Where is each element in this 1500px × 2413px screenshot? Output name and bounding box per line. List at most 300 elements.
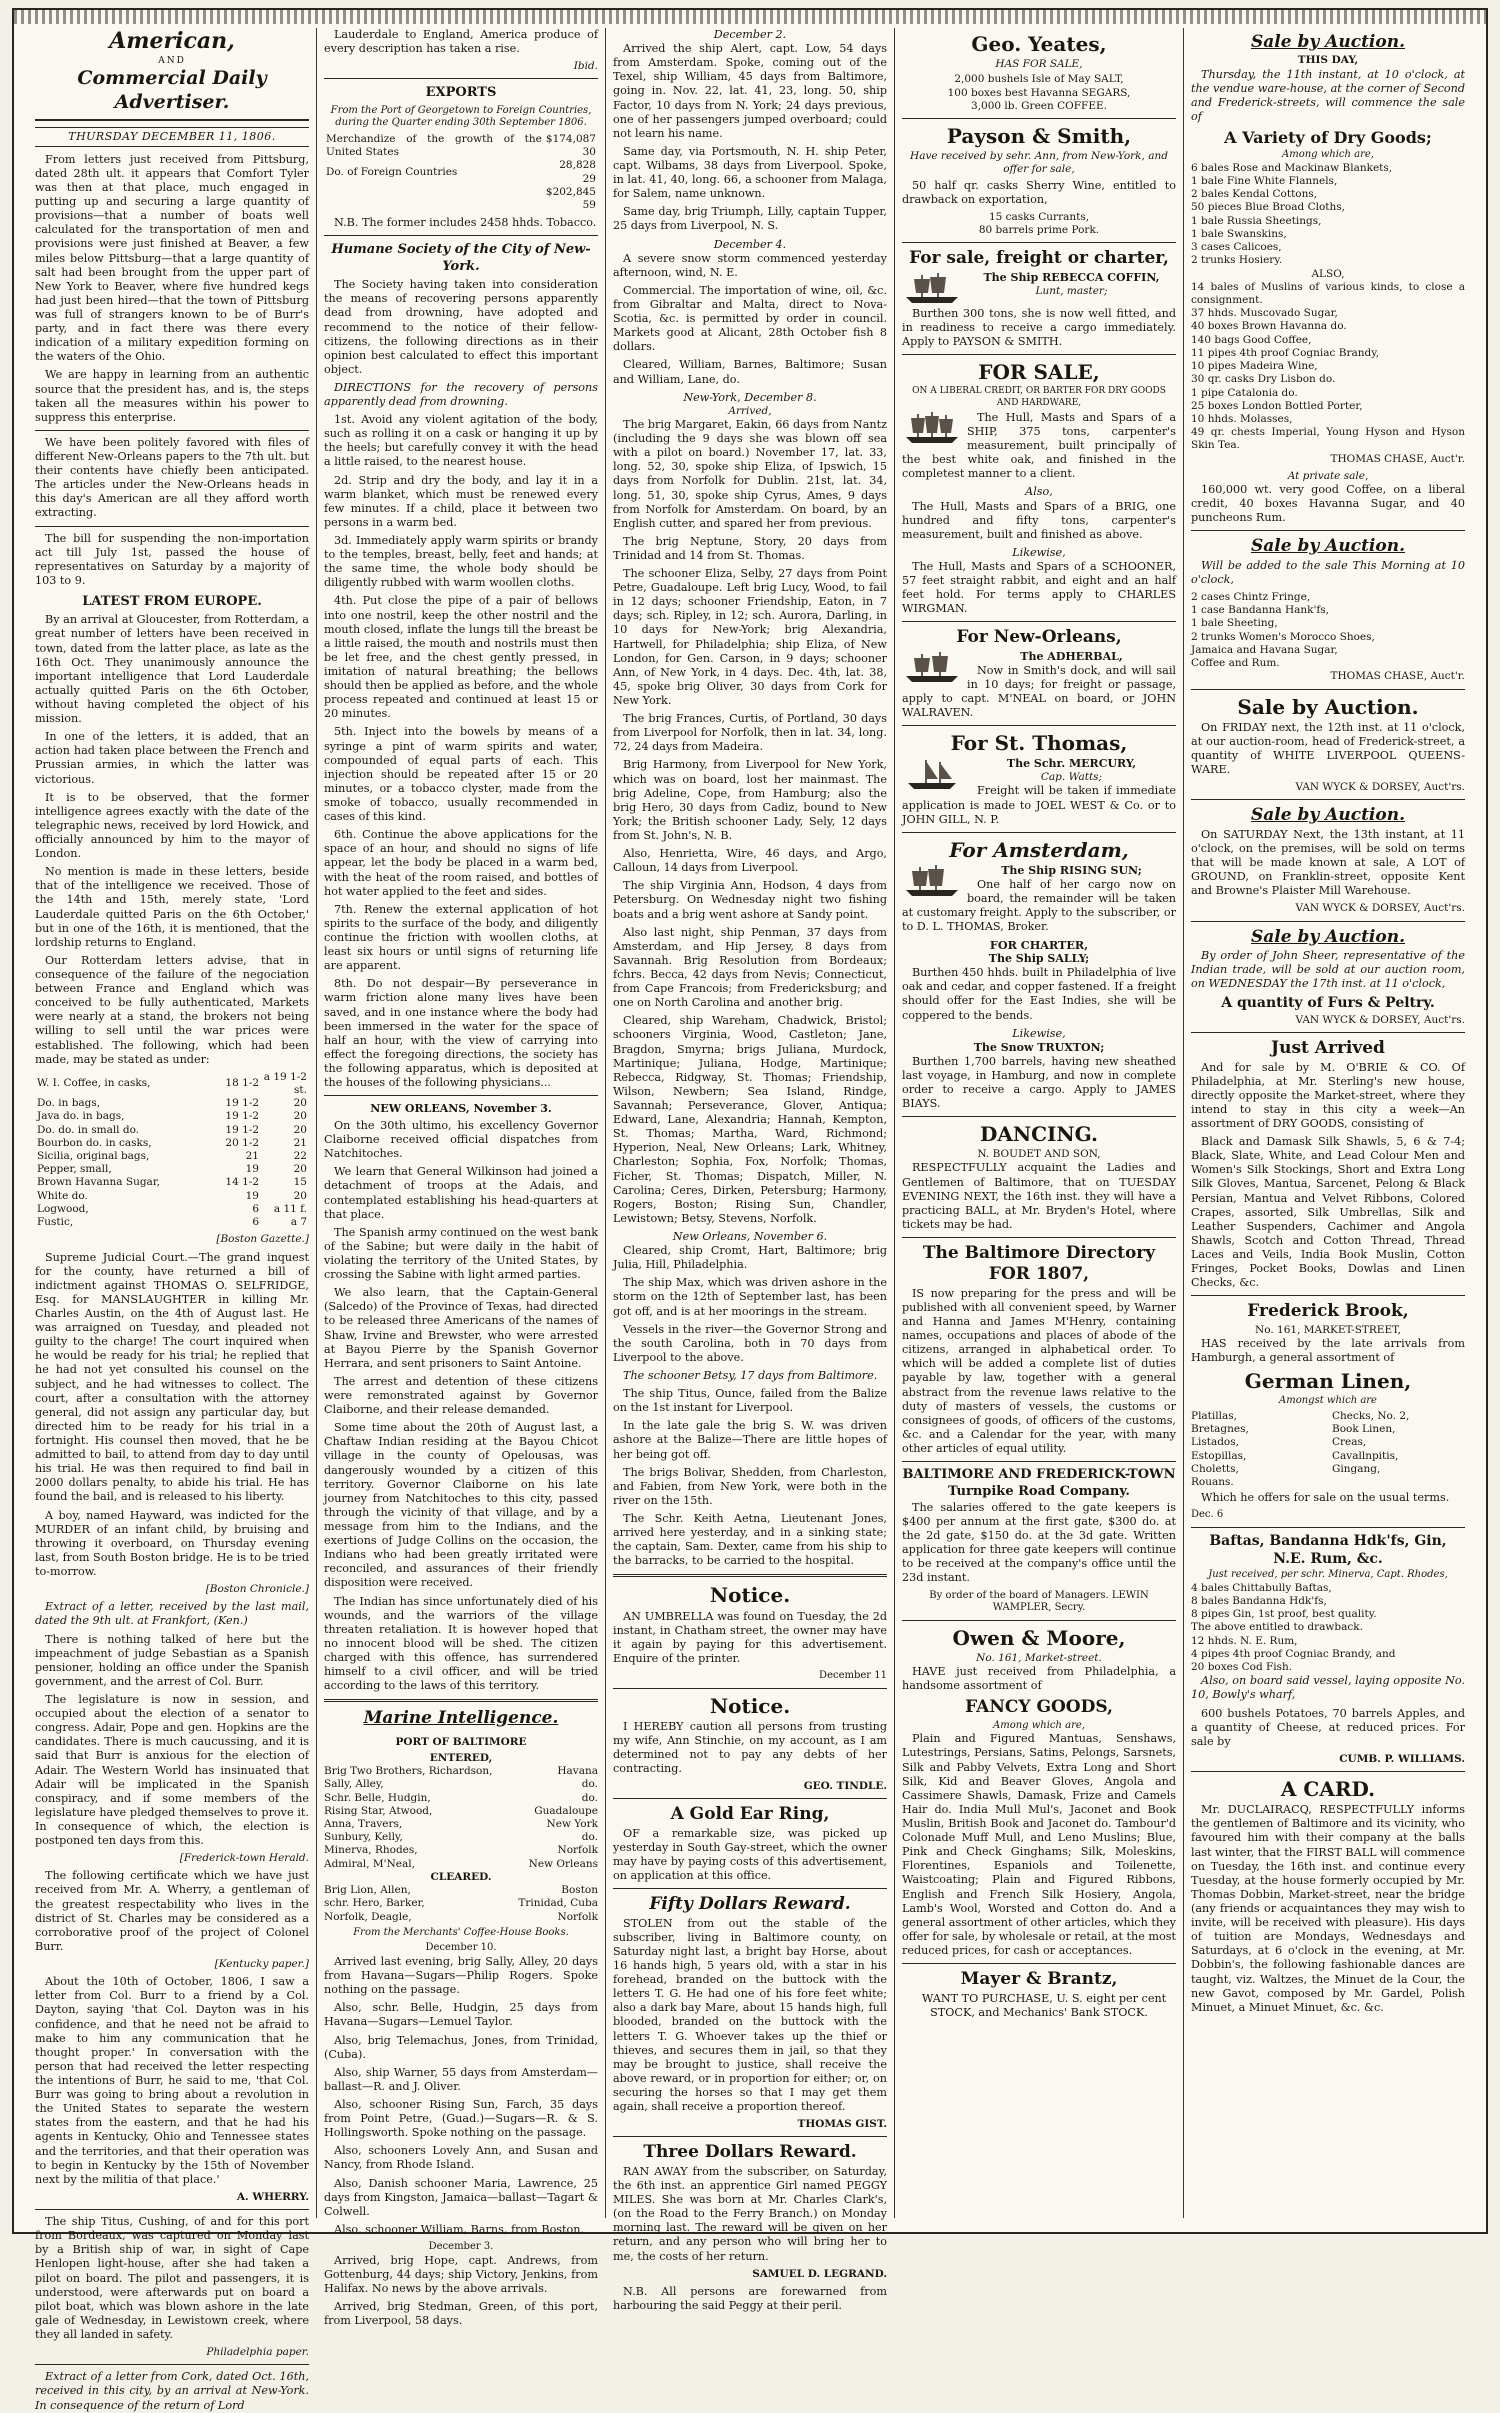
list-item: 8 bales Bandanna Hdk'fs, [1191, 1595, 1327, 1607]
ad-list [1191, 281, 1465, 453]
paragraph: 7th. Renew the external application of hot spirits to the surface of the body, and diligently continue the friction with woollen cloths, at least six hours or until signs of returning life are apparent. [324, 902, 598, 973]
paragraph: Cleared, ship Wareham, Chadwick, Bristol; schooners Virginia, Wood, Castleton; Jane, Bragdon, Smyrna; brigs Juliana, Murdock, Martinique; Juliana, Hodge, Martinique; Rebecca, Ridgway, St. Thomas; Friendship, Wilson, Newbern; Sea Island, Rindge, Savannah; Perseverance, Glover, Antiqua; Edward, Lane, Alexandria; Hannah, Kempton, St. Thomas; Martha, Ward, Richmond; Hyperion, Neal, New Orleans; Lark, Whitney, Charleston; Sophia, Fox, Norfolk; Thomas, Ficher, St. Thomas; Dispatch, Miller, N. Carolina; Ceres, Dirken, Petersburg; Harmony, Rogers, Boston; Rising Sun, Chandler, Lewistown; Betsy, Stevens, Norfolk. [613, 1014, 887, 1225]
arrived-heading: Arrived, [728, 404, 772, 417]
ad-subtitle: At private sale, [1287, 469, 1369, 482]
ad-date: Dec. 6 [1191, 1509, 1224, 1521]
dateline: THURSDAY DECEMBER 11, 1806. [35, 127, 309, 147]
date: December 4. [713, 237, 787, 251]
paragraph: The schooner Betsy, 17 days from Baltimore. [623, 1368, 878, 1382]
ad-text: Burthen 300 tons, she is now well fitted, and in readiness to receive a cargo immediately. Apply to PAYSON & SMITH. [902, 306, 1176, 348]
list-item: The above entitled to drawback. [1191, 1621, 1363, 1634]
list-item: 14 bales of Muslins of various kinds, to close a consignment. [1191, 280, 1465, 306]
ad-text: 600 bushels Potatoes, 70 barrels Apples, and a quantity of Cheese, at reduced prices. For sale by [1191, 1706, 1465, 1748]
price-row-cell: Java do. in bags, [37, 1110, 125, 1123]
price-row-cell: 6 [252, 1216, 259, 1229]
price-row-cell: Fustic, [37, 1216, 74, 1229]
paragraph: The schooner Eliza, Selby, 27 days from Point Petre, Guadaloupe. Left brig Lucy, Wood, to fail in 12 days; schooner Friendship, Eaton, in 7 days; sch. Ripley, in 12; sch. Aurora, Darling, in 10 days for New-York; brig Alexandria, Hartwell, for Philadelphia; ship Eliza, of New London, for Gen. Carson, in 9 days; schooner Ann, of New York, in 4 days. Dec. 4th, lat. 38, 45, spoke brig Oliver, 30 days from Cork for New York. [613, 567, 887, 708]
paragraph: Arrived last evening, brig Sally, Alley, 20 days from Havana—Sugars—Philip Rogers. Spoke nothing on the passage. [324, 1954, 598, 1997]
ad-subtitle: ON A LIBERAL CREDIT, OR BARTER FOR DRY GOODS AND HARDWARE, [912, 386, 1166, 408]
export-row-cell: 28,828 29 [559, 159, 596, 185]
ad-title: FANCY GOODS, [965, 1697, 1113, 1718]
price-row-cell: Do. in bags, [37, 1097, 101, 1110]
paragraph: Arrived, brig Hope, capt. Andrews, from Gottenburg, 44 days; ship Victory, Jenkins, from Halifax. No news by the above arrivals. [324, 2253, 598, 2295]
date: New Orleans, November 6. [672, 1229, 828, 1243]
ad-title: Notice. [709, 1583, 791, 1608]
price-row [35, 1163, 309, 1176]
ad-signature: SAMUEL D. LEGRAND. [752, 2267, 887, 2280]
divider [324, 78, 598, 79]
ad-text: Also, on board said vessel, laying opposite No. 10, Bowly's wharf, [1191, 1674, 1465, 1702]
price-row-cell: 20 [293, 1189, 307, 1202]
price-row-cell: 21 [245, 1150, 259, 1163]
ship-master: Cap. Watts; [1040, 771, 1103, 784]
ad-signature: GEO. TINDLE. [803, 1780, 887, 1793]
list-item: 1 bale Russia Sheetings, [1191, 214, 1322, 227]
date: December 10. [425, 1942, 497, 1954]
ad-signature: CUMB. P. WILLIAMS. [1339, 1752, 1465, 1765]
ad-title: Baftas, Bandanna Hdk'fs, Gin, N.E. Rum, &c. [1209, 1532, 1447, 1567]
ship-icon [902, 271, 962, 305]
divider [902, 1963, 1176, 1964]
list-item: 49 qr. chests Imperial, Young Hyson and Hyson Skin Tea. [1191, 426, 1465, 452]
divider [1191, 799, 1465, 800]
list-item: 25 boxes London Bottled Porter, [1191, 399, 1363, 412]
ad-title: Mayer & Brantz, [960, 1969, 1118, 1990]
section-subheading: From the Port of Georgetown to Foreign Countries, during the Quarter ending 30th September 1806. [330, 104, 592, 129]
paragraph: Commercial. The importation of wine, oil, &c. from Gibraltar and Malta, direct to Nova-Scotia, &c. is permitted by order in council. Markets good at Alicant, 28th October fish 8 dollars. [613, 283, 887, 354]
list-left [1191, 1410, 1324, 1489]
source-credit: Ibid. [573, 60, 598, 73]
ad-text: The salaries offered to the gate keepers is $400 per annum at the first gate, $300 do. at the 2d gate, $150 do. at the 3d gate. Written application for three gate keepers will continue to be received at the company's office until the 23d instant. [902, 1500, 1176, 1585]
columns [28, 28, 1472, 2412]
paragraph: Arrived, brig Stedman, Green, of this port, from Liverpool, 58 days. [324, 2299, 598, 2327]
ad-text: By order of John Sheer, representative of the Indian trade, will be sold at our auction room, on WEDNESDAY the 17th inst. at 11 o'clock, [1191, 948, 1465, 991]
paragraph: We also learn, that the Captain-General (Salcedo) of the Province of Texas, had directed to be released three Americans of the names of Shaw, Irvine and Brewster, who were arrested at Bayou Pierre by the Spanish Governor Herrara, and sent prisoners to Saint Antoine. [324, 1286, 598, 1370]
divider [613, 1798, 887, 1799]
paragraph: Lauderdale to England, America produce of every description has taken a rise. [324, 28, 598, 56]
ad-text: AN UMBRELLA was found on Tuesday, the 2d instant, in Chatham street, the owner may have it again by paying for this advertisement. Enquire of the printer. [613, 1609, 887, 1665]
list-item: 12 hhds. N. E. Rum, [1191, 1634, 1298, 1647]
ad-title: Owen & Moore, [952, 1625, 1126, 1650]
ship-name: The ADHERBAL, [1020, 649, 1123, 663]
ad-text: STOLEN from out the stable of the subscriber, living in Baltimore county, on Saturday night last, a bright bay Horse, about 16 hands high, 5 years old, with a star in his forehead, branded on the buttock with the letters T. G. He had one of his fore feet white; also a dark bay Mare, about 15 hands high, full blooded, branded on the buttock with the letters T. G. Whoever takes up the thief or thieves, and secures them in jail, so that they may be brought to justice, shall receive the above reward, or in proportion for either; or, on securing the horses so that I may get them again, shall receive a proportion thereof. [613, 1916, 887, 2114]
ad-text: On FRIDAY next, the 12th inst. at 11 o'clock, at our auction-room, head of Frederick-street, a quantity of WHITE LIVERPOOL QUEENS-WARE. [1191, 720, 1465, 777]
list-item: Listados, [1191, 1436, 1239, 1449]
ad-title: A Gold Ear Ring, [670, 1804, 830, 1825]
paragraph: Also, schooner Rising Sun, Farch, 35 days from Point Petre, (Guad.)—Sugars—R. & S. Hollingsworth. Spoke nothing on the passage. [324, 2097, 598, 2140]
list-item: Jamaica and Havana Sugar, [1191, 643, 1338, 656]
ad-subtitle: HAS FOR SALE, [995, 58, 1083, 71]
entered-vessel [324, 1831, 598, 1844]
price-row-cell: Pepper, small, [37, 1163, 112, 1176]
price-row-cell: Logwood, [37, 1202, 89, 1215]
entered-vessel [324, 1778, 598, 1791]
ad-title: A quantity of Furs & Peltry. [1221, 995, 1435, 1012]
masthead-subtitle: Commercial Daily Advertiser. [77, 67, 267, 113]
section-subheading: From the Merchants' Coffee-House Books. [353, 1926, 569, 1938]
divider [1191, 921, 1465, 922]
ad-text: The Hull, Masts and Spars of a SHIP, 375 tons, carpenter's measurement, built principally of the best white oak, and finished in the completest manner to a client. [902, 410, 1176, 481]
export-row-cell: Do. of Foreign Countries [326, 166, 458, 179]
paragraph: It is to be observed, that the former intelligence agrees exactly with the date of the telegraphic news, received by lord Howick, and officially announced by him to the mayor of London. [35, 790, 309, 861]
price-row-cell: 19 1-2 [225, 1110, 259, 1123]
paragraph: Also last night, ship Penman, 37 days from Amsterdam, and Hip Jersey, 8 days from Savannah. Brig Resolution from Bordeaux; fchrs. Becca, 42 days from Nevis; Connecticut, from Cape Francois; from Fredericksburg; and one on North Carolina and another brig. [613, 925, 887, 1010]
divider [1191, 530, 1465, 531]
ad-title: Three Dollars Reward. [643, 2142, 857, 2163]
ad-title: Sale by Auction. [1251, 805, 1405, 826]
entered-vessel-cell: Anna, Travers, [324, 1818, 403, 1831]
export-row [324, 186, 598, 212]
price-row [35, 1216, 309, 1229]
divider [902, 242, 1176, 243]
ad-text: RESPECTFULLY acquaint the Ladies and Gentlemen of Baltimore, that on TUESDAY EVENING NEXT, the 16th inst. they will have a practicing BALL, at Mr. Bryden's Hotel, where tickets may be had. [902, 1161, 1176, 1231]
column-1 [28, 28, 317, 2412]
entered-heading: ENTERED, [429, 1751, 493, 1764]
price-row-cell: 15 [293, 1176, 307, 1189]
price-row-cell: W. I. Coffee, in casks, [37, 1077, 151, 1090]
cleared-vessel [324, 1884, 598, 1897]
entered-vessel [324, 1805, 598, 1818]
likewise-label: Likewise, [1012, 1026, 1066, 1040]
ad-title: DANCING. [979, 1122, 1099, 1147]
ad-text: RAN AWAY from the subscriber, on Saturday, the 6th inst. an apprentice Girl named PEGGY MILES. She was born at Mr. Charles Clark's, (on the Road to the Ferry Branch.) on Monday morning last. The reward will be given on her return, and any person who will bring her to me, the costs of her return. [613, 2164, 887, 2263]
divider [613, 1688, 887, 1689]
divider [902, 1620, 1176, 1621]
paragraph: The ship Titus, Ounce, failed from the Balize on the 1st instant for Liverpool. [613, 1387, 887, 1415]
ad-title: A CARD. [1280, 1777, 1376, 1802]
cleared-vessel [324, 1897, 598, 1910]
list-item: 1 bale Sheeting, [1191, 617, 1278, 630]
entered-vessel-cell: New York [546, 1818, 598, 1831]
entered-vessel [324, 1858, 598, 1871]
paragraph: Cleared, William, Barnes, Baltimore; Susan and William, Lane, do. [613, 358, 887, 386]
entered-vessel-cell: do. [581, 1831, 598, 1844]
entered-vessel-cell: New Orleans [528, 1857, 598, 1870]
price-row-cell: 18 1-2 [225, 1077, 259, 1090]
ad-subtitle: Just received, per schr. Minerva, Capt. Rhodes, [1208, 1569, 1448, 1581]
list-item: Coffee and Rum. [1191, 657, 1280, 670]
ad-text: Will be added to the sale This Morning at 10 o'clock, [1191, 558, 1465, 586]
price-row-cell: 20 1-2 [225, 1136, 259, 1149]
entered-vessel-cell: Minerva, Rhodes, [324, 1844, 418, 1857]
divider [35, 2364, 309, 2365]
paragraph: 8th. Do not despair—By perseverance in warm friction alone many lives have been saved, and in one instance where the body had been immersed in the water for the space of half an hour, with the view of carrying into effect the foregoing directions, the society has the following apparatus, which is deposited at the houses of the following physicians... [324, 977, 598, 1090]
paragraph: 2d. Strip and dry the body, and lay it in a warm blanket, which must be renewed every few minutes. If a child, place it between two persons in a warm bed. [324, 473, 598, 529]
ad-text: N.B. All persons are forewarned from harbouring the said Peggy at their peril. [613, 2284, 887, 2312]
paragraph: We are happy in learning from an authentic source that the president has, and is, the steps taken all the measures within his power to suppress this enterprise. [35, 368, 309, 424]
ad-title: Sale by Auction. [1237, 694, 1419, 719]
entered-vessel-cell: Norfolk [557, 1844, 598, 1857]
list-item: 1 case Bandanna Hank'fs, [1191, 604, 1329, 617]
ad-subtitle: Amongst which are [1279, 1395, 1377, 1407]
cleared-vessel [324, 1911, 598, 1924]
list-item: Checks, No. 2, [1332, 1409, 1410, 1422]
ad-text: And for sale by M. O'BRIE & CO. Of Philadelphia, at Mr. Sterling's new house, directly opposite the Market-street, where they intend to stay in this city a week—An assortment of DRY GOODS, consisting of [1191, 1060, 1465, 1130]
ad-title: Payson & Smith, [946, 124, 1132, 149]
paragraph: N.B. The former includes 2458 hhds. Tobacco. [334, 216, 597, 230]
source-credit: [Boston Gazette.] [216, 1233, 309, 1246]
ship-name: The Snow TRUXTON; [973, 1040, 1105, 1054]
ship-name: The Ship REBECCA COFFIN, [983, 270, 1160, 284]
ad-subtitle: FOR CHARTER, [989, 938, 1089, 953]
paragraph: The arrest and detention of these citizens were remonstrated against by Governor Claiborne, and their release demanded. [324, 1374, 598, 1417]
ad-subtitle: Have received by sehr. Ann, from New-York, and offer for sale, [910, 150, 1168, 176]
price-row [35, 1071, 309, 1097]
ad-title: Sale by Auction. [1251, 32, 1405, 52]
paragraph: Also, brig Telemachus, Jones, from Trinidad, (Cuba). [324, 2033, 598, 2061]
cleared-vessel-cell: Trinidad, Cuba [518, 1897, 598, 1910]
date: December 2. [713, 28, 787, 41]
divider [613, 1574, 887, 1577]
divider [1191, 1771, 1465, 1772]
paragraph: A severe snow storm commenced yesterday afternoon, wind, N. E. [613, 251, 887, 279]
list-item: Cavallnpitis, [1332, 1449, 1399, 1462]
source-credit: Philadelphia paper. [206, 2346, 309, 2359]
ad-text: IS now preparing for the press and will be published with all convenient speed, by Warner and Hanna and James M'Henry, containing names, occupations and places of abode of the citizens, arranged in alphabetical order. To which will be added a complete list of duties payable by law, together with a general abstract from the revenue laws relative to the duty of masters of vessels, the customs or consignees of goods, of officers of the customs, &c. and a Calendar for the year, with many other articles of equal utility. [902, 1286, 1176, 1456]
ad-title: A Variety of Dry Goods; [1224, 128, 1432, 148]
ad-signature: By order of the board of Managers. LEWIN WAMPLER, Secry. [929, 1589, 1149, 1614]
ad-text: One half of her cargo now on board, the remainder will be taken at customary freight. Apply to the subscriber, or to D. L. THOMAS, Broker. [902, 877, 1176, 934]
ad-text: HAVE just received from Philadelphia, a handsome assortment of [902, 1665, 1176, 1693]
paragraph: No mention is made in these letters, beside that of the intelligence we received. Those of the 14th and 15th, merely state, 'Lord Lauderdale quitted Paris on the 6th October,' but in one of the 16th, it is mentioned, that the lordship returns to England. [35, 865, 309, 949]
paragraph: Our Rotterdam letters advise, that in consequence of the failure of the negociation between France and England which was conceived to be fully authenticated, Markets were nearly at a stand, the brokers not being willing to sell until the war prices were established. The following, which had been made, may be stated as under: [35, 953, 309, 1066]
two-column-list [1191, 1410, 1465, 1489]
list-item: Choletts, [1191, 1462, 1239, 1475]
ad-title: FOR SALE, [978, 360, 1100, 385]
ad-title: For St. Thomas, [950, 731, 1128, 756]
list-item: 1 bale Fine White Flannels, [1191, 175, 1338, 188]
entered-vessel-cell: Sally, Alley, [324, 1778, 384, 1791]
list-item: 11 pipes 4th proof Cogniac Brandy, [1191, 346, 1380, 359]
ad-signature: VAN WYCK & DORSEY, Auct'rs. [1295, 902, 1465, 915]
price-row-cell: 19 1-2 [225, 1123, 259, 1136]
paragraph: The ship Virginia Ann, Hodson, 4 days from Petersburg. On Wednesday night two fishing boats and a brig went ashore at Sandy point. [613, 879, 887, 921]
ad-text: Mr. DUCLAIRACQ, RESPECTFULLY informs the gentlemen of Baltimore and its vicinity, who favoured him with their company at the balls last winter, that the FIRST BALL will commence on Tuesday, the 16th inst. and continue every Tuesday, at the house formerly occupied by Mr. Thomas Dobbin, Market-street, near the bridge (any friends or acquaintances they may wish to invite, will be received with pleasure). His days of tuition are Mondays, Wednesdays and Saturdays, at 6 o'clock in the evening, at Mr. Dobbin's, the following fashionable dances are taught, viz. Waltzes, the Minuet de la Cour, the new Gavot, composed by Mr. Gardel, Polish Minuet, a Minuet Minuet, &c. &c. [1191, 1803, 1465, 2014]
divider [902, 621, 1176, 622]
list-item: 40 boxes Brown Havanna do. [1191, 320, 1347, 333]
paragraph: The following certificate which we have just received from Mr. A. Wherry, a gentleman of the greatest respectability who lives in the district of St. Charles may be considered as a corroborative proof of the project of Colonel Burr. [35, 1869, 309, 1953]
export-row-cell: $202,845 59 [545, 185, 596, 212]
ad-title: Sale by Auction. [1251, 536, 1405, 557]
divider [324, 1095, 598, 1096]
ad-text: I HEREBY caution all persons from trusting my wife, Ann Stinchie, on my account, as I am determined not to pay any debts of her contracting. [613, 1719, 887, 1776]
ad-text: 50 half qr. casks Sherry Wine, entitled to drawback on exportation, [902, 178, 1176, 206]
list-item: 37 hhds. Muscovado Sugar, [1191, 307, 1338, 320]
entered-vessel [324, 1792, 598, 1805]
ad-signature: THOMAS CHASE, Auct'r. [1330, 670, 1465, 683]
price-row [35, 1150, 309, 1163]
entered-vessel [324, 1844, 598, 1857]
cleared-vessel-cell: Norfolk, Deagle, [324, 1910, 412, 1923]
ship-icon [902, 864, 962, 898]
price-row-cell: 19 [245, 1189, 259, 1202]
entered-vessel-cell: Sunbury, Kelly, [324, 1831, 403, 1844]
list-item: Book Linen, [1332, 1423, 1396, 1436]
paragraph: Same day, via Portsmouth, N. H. ship Peter, capt. Wilbams, 38 days from Liverpool. Spoke, in lat. 41, 40, long. 66, a schooner from Malaga, for Salem, name unknown. [613, 144, 887, 201]
list-right [1332, 1410, 1465, 1489]
entered-vessel-cell: Guadaloupe [534, 1804, 598, 1817]
paragraph: Extract of a letter from Cork, dated Oct. 16th, received in this city, by an arrival at New-York. In consequence of the return of Lord [35, 2370, 309, 2412]
ad-list [1191, 1582, 1465, 1675]
cleared-vessel-cell: schr. Hero, Barker, [324, 1897, 425, 1910]
paragraph: By an arrival at Gloucester, from Rotterdam, a great number of letters have been received in town, dated from the latter place, as late as the 16th Oct. They unanimously announce the important intelligence that Lord Lauderdale actually quitted Paris on the 6th October, without having completed the object of his mission. [35, 613, 309, 726]
likewise-label: Likewise, [1012, 545, 1066, 559]
column-4 [895, 28, 1184, 2218]
signature: A. WHERRY. [236, 2190, 309, 2203]
paragraph: Brig Harmony, from Liverpool for New York, which was on board, lost her mainmast. The brig Adeline, Cope, from Hamburg; also the brig Hero, 30 days from Cadiz, bound to New York; the British schooner Lady, Sely, 12 days from St. John's, N. B. [613, 758, 887, 843]
paragraph: 6th. Continue the above applications for the space of an hour, and should no signs of life appear, let the body be placed in a warm bed, with the heat of the room raised, and bottles of hot water applied to the feet and sides. [324, 828, 598, 898]
list-item: 50 pieces Blue Broad Cloths, [1191, 201, 1345, 214]
list-item: 3,000 lb. Green COFFEE. [971, 99, 1107, 112]
list-item: Platillas, [1191, 1409, 1237, 1422]
paragraph: Supreme Judicial Court.—The grand inquest for the county, have returned a bill of indictment against THOMAS O. SELFRIDGE, Esq. for MANSLAUGHTER in killing Mr. Charles Austin, on the 4th of August last. He was arraigned on Tuesday, and pleaded not guilty to the charge! The court inquired when he would be ready for his trial; he replied that he had not yet consulted his counsel on the subject, and he had witnesses to collect. The court, after a consultation with the attorney general, did not assign any particular day, but directed him to be ready for his trial in a fortnight. His counsel then moved, that he be admitted to bail, to attend from day to day until his trial. He was then required to find bail in 2000 dollars penalty, to abide his trial. He has found the bail, and is released to his liberty. [35, 1250, 309, 1504]
also-label: ALSO, [1311, 267, 1345, 280]
column-5 [1184, 28, 1472, 2218]
divider [902, 118, 1176, 119]
ad-list [902, 211, 1176, 237]
ad-text: HAS received by the late arrivals from Hamburgh, a general assortment of [1191, 1336, 1465, 1365]
price-row [35, 1110, 309, 1123]
price-row-cell: 6 [252, 1202, 259, 1215]
ad-subtitle: Among which are, [1281, 149, 1374, 161]
list-item: 80 barrels prime Pork. [978, 224, 1100, 237]
ad-subtitle: THIS DAY, [1297, 54, 1359, 67]
cleared-heading: CLEARED. [430, 1870, 492, 1883]
list-item: 4 pipes 4th proof Cogniac Brandy, and [1191, 1647, 1396, 1660]
list-item: 1 pipe Catalonia do. [1191, 386, 1298, 399]
list-item: 1 bale Swanskins, [1191, 227, 1287, 240]
ad-text: Which he offers for sale on the usual terms. [1201, 1491, 1450, 1505]
paragraph: Also, schooners Lovely Ann, and Susan and Nancy, from Rhode Island. [324, 2144, 598, 2172]
ad-subtitle: No. 161, MARKET-STREET, [1255, 1323, 1401, 1336]
export-row-cell: $174,087 30 [545, 133, 596, 159]
list-item: 10 pipes Madeira Wine, [1191, 360, 1318, 373]
ad-list [1191, 162, 1465, 268]
paragraph: Cleared, ship Cromt, Hart, Baltimore; brig Julia, Hill, Philadelphia. [613, 1244, 887, 1272]
paragraph: The ship Max, which was driven ashore in the storm on the 12th of September last, has been got off, and is at her moorings in the stream. [613, 1276, 887, 1318]
ship-name: The Schr. MERCURY, [1006, 757, 1137, 771]
ad-signature: VAN WYCK & DORSEY, Auct'rs. [1295, 781, 1465, 794]
torn-edge [14, 10, 1486, 24]
export-row-cell: Merchandize of the growth of the United States [326, 133, 542, 159]
paragraph: There is nothing talked of here but the impeachment of judge Sebastian as a Spanish pensioner, holding an office under the Spanish government, and the arrest of Col. Burr. [35, 1632, 309, 1688]
divider [902, 725, 1176, 726]
entered-list [324, 1765, 598, 1871]
price-row [35, 1176, 309, 1189]
divider [324, 1699, 598, 1702]
export-row [324, 159, 598, 185]
list-item: 15 casks Currants, [988, 210, 1090, 223]
paragraph: Also, Danish schooner Maria, Lawrence, 25 days from Kingston, Jamaica—ballast—Tagart & Colwell. [324, 2176, 598, 2218]
list-item: 2 bales Kendal Cottons, [1191, 188, 1318, 201]
paragraph: The Spanish army continued on the west bank of the Sabine; but were daily in the habit of violating the territory of the United States, by crossing the Sabine with light armed parties. [324, 1225, 598, 1282]
list-item: 8 pipes Gin, 1st proof, best quality. [1191, 1608, 1377, 1621]
list-item: 2,000 bushels Isle of May SALT, [954, 73, 1124, 86]
ad-text: Freight will be taken if immediate application is made to JOEL WEST & Co. or to JOHN GILL, N. P. [902, 784, 1176, 826]
masthead-title: American, [109, 28, 235, 54]
ad-title: Sale by Auction. [1251, 926, 1405, 947]
ad-text: The Hull, Masts and Spars of a BRIG, one hundred and fifty tons, carpenter's measurement, built and finished as above. [902, 499, 1176, 541]
ad-list [1191, 591, 1465, 670]
ship-name: The Ship RISING SUN; [1001, 863, 1142, 877]
price-row [35, 1124, 309, 1137]
cleared-vessel-cell: Boston [561, 1884, 598, 1897]
ad-title: The Baltimore Directory FOR 1807, [922, 1243, 1156, 1285]
paragraph: The Society having taken into consideration the means of recovering persons apparently dead from drowning, have adopted and recommend to the notice of their fellow-citizens, the following directions as in their opinion best calculated to effect this important object. [324, 278, 598, 376]
list-item: 2 trunks Women's Morocco Shoes, [1191, 630, 1375, 643]
ad-title: Fifty Dollars Reward. [649, 1894, 851, 1915]
divider [902, 832, 1176, 833]
section-heading: NEW ORLEANS, November 3. [370, 1102, 552, 1116]
price-row-cell: 20 [293, 1163, 307, 1176]
price-row-cell: a 19 1-2 st. [263, 1070, 307, 1096]
list-item: 100 boxes best Havanna SEGARS, [947, 86, 1131, 99]
date: December 3. [428, 2240, 494, 2252]
paragraph: About the 10th of October, 1806, I saw a letter from Col. Burr to a friend by a Col. Dayton, saying 'that Col. Dayton was in his confidence, and that he need not be afraid to make to him any communication that he thought proper.' In conversation with the person that had received the letter respecting the intentions of Burr, he said to me, 'that Col. Burr was going to bring about a revolution in the United States to separate the western states from the eastern, and that he had his agents in Kentucky, Ohio and Tennessee states and the territories, and that their operation was to begin in Kentucky by the 15th of November next by the militia of that place.' [35, 1975, 309, 2186]
paragraph: 4th. Put close the pipe of a pair of bellows into one nostril, keep the other nostril and the mouth closed, inflate the lungs till the breast be a little raised, the mouth and nostrils must then be let free, and the chest gently pressed, in imitation of natural breathing; the bellows should then be applied as before, and the whole process repeated and continued at least 15 or 20 minutes. [324, 594, 598, 721]
price-row-cell: White do. [37, 1189, 88, 1202]
divider [35, 526, 309, 527]
cleared-vessel-cell: Norfolk [557, 1910, 598, 1923]
ad-text: Thursday, the 11th instant, at 10 o'clock, at the vendue ware-house, at the corner of Second and Frederick-streets, will commence the sale of [1191, 67, 1465, 123]
entered-vessel-cell: Rising Star, Atwood, [324, 1804, 433, 1817]
ad-text: Burthen 450 hhds. built in Philadelphia of live oak and cedar, and copper fastened. If a freight should offer for the East Indies, she will be coppered to the bends. [902, 966, 1176, 1022]
list-item: 20 boxes Cod Fish. [1191, 1661, 1293, 1674]
price-row [35, 1203, 309, 1216]
divider [613, 1888, 887, 1889]
list-item: 2 cases Chintz Fringe, [1191, 591, 1311, 604]
ad-title: Frederick Brook, [1247, 1301, 1409, 1322]
list-item: 4 bales Chittabully Baftas, [1191, 1581, 1332, 1594]
paragraph: From letters just received from Pittsburg, dated 28th ult. it appears that Comfort Tyler was then at that place, much engaged in putting up and securing a large quantity of provisions—that a number of boats well calculated for the transportation of men and provisions were just finished at Beaver, a few miles below Pittsburg—that a large quantity of salt had been brought from the upper part of New York to Beaver, where five hundred kegs had just been hired—that the town of Pittsburg was full of strangers known to be of Burr's party, and in fact there was there every indication of a military expedition forming on the waters of the Ohio. [35, 152, 309, 364]
ad-signature: THOMAS GIST. [797, 2118, 887, 2131]
paragraph: On the 30th ultimo, his excellency Governor Claiborne received official dispatches from Natchitoches. [324, 1119, 598, 1161]
ad-subtitle: No. 161, Market-street. [976, 1651, 1102, 1664]
divider [902, 1461, 1176, 1462]
paragraph: 5th. Inject into the bowels by means of a syringe a pint of warm spirits and water, compounded of equal parts of each. This injection should be repeated after 15 or 20 minutes, or a tobacco clyster, made from the smoke of tobacco, usually recommended in cases of this kind. [324, 725, 598, 824]
price-row-cell: Do. do. in small do. [37, 1123, 140, 1136]
divider [1191, 1295, 1465, 1296]
ad-text: Burthen 1,700 barrels, having new sheathed last voyage, in Hamburg, and now in complete order to receive a cargo. Apply to JAMES BIAYS. [902, 1054, 1176, 1110]
ship-master: Lunt, master; [1035, 284, 1108, 297]
entered-vessel-cell: Admiral, M'Neal, [324, 1857, 415, 1870]
list-item: Rouans. [1191, 1476, 1234, 1489]
paragraph: Extract of a letter, received by the last mail, dated the 9th ult. at Frankfort, (Ken.) [35, 1600, 309, 1628]
price-row-cell: a 7 [290, 1216, 307, 1229]
paragraph: The brig Neptune, Story, 20 days from Trinidad and 14 from St. Thomas. [613, 534, 887, 562]
exports-table [324, 133, 598, 212]
ad-text: OF a remarkable size, was picked up yesterday in South Gay-street, which the owner may have by paying costs of this advertisement, on application at this office. [613, 1826, 887, 1883]
divider [1191, 1032, 1465, 1033]
price-row [35, 1190, 309, 1203]
ad-text: Now in Smith's dock, and will sail in 10 days; for freight or passage, apply to capt. M'NEAL on board, or JOHN WALRAVEN. [902, 663, 1176, 720]
divider [902, 354, 1176, 355]
paragraph: The legislature is now in session, and occupied about the election of a senator to congress. Adair, Pope and gen. Hopkins are the candidates. There is much caucussing, and it is said that Burr is anxious for the election of Adair. The Western World has insinuated that Adair will be implicated in the Spanish conspiracy, and if some members of the legislature have pledged themselves to prove it. In consequence of which, the election is postponed ten days from this. [35, 1692, 309, 1848]
ad-text: Plain and Figured Mantuas, Senshaws, Lutestrings, Persians, Satins, Pelongs, Sarsnets, Silk and Pabby Velvets, Extra Long and Short Silk, Kid and Beaver Gloves, Angola and Cassimere Shawls, Damask, Frize and Camels Hair do. India Mull Mul's, Jaconet and Book Muslin, British Book and Jaconet do. Tambour'd Colonade Muff Mull, and Leno Muslins; Blue, Pink and Check Ginghams; Silk, Moleskins, Florentines, Espaniols and Toilenette, Waistcoating; Plain and Figured Ribbons, English and French Silk Hosiery, Angola, Lamb's Wool, Worsted and Cotton do. And a general assortment of other articles, which they offer for sale, by wholesale or retail, at the most reduced prices, for cash or acceptances. [902, 1732, 1176, 1957]
paragraph: We have been politely favored with files of different New-Orleans papers to the 7th ult. but their contents have chiefly been anticipated. The articles under the New-Orleans heads in this day's American are all they afford worth extracting. [35, 435, 309, 520]
paragraph: 3d. Immediately apply warm spirits or brandy to the temples, breast, belly, feet and hands; at the same time, the whole body should be diligently rubbed with warm woollen cloths. [324, 534, 598, 590]
export-row-cell [324, 186, 544, 212]
price-row-cell: 20 [293, 1110, 307, 1123]
ad-title: For New-Orleans, [956, 627, 1122, 648]
paragraph: The ship Titus, Cushing, of and for this port from Bordeaux, was captured on Monday last by a British ship of war, in sight of Cape Henlopen light-house, after she had taken a pilot on board. The pilot and passengers, it is understood, were afterwards put on board a pilot boat, which was blown ashore in the late gale of Wednesday, in Lewistown creek, where they all landed in safety. [35, 2215, 309, 2341]
paragraph: Also, schr. Belle, Hudgin, 25 days from Havana—Sugars—Lemuel Taylor. [324, 2001, 598, 2029]
paragraph: The brig Margaret, Eakin, 66 days from Nantz (including the 9 days she was blown off sea with a pilot on board.) November 17, lat. 33, long. 52, 30, spoke ship Eliza, of Ipswich, 15 days from Norfolk for Dublin. 21st, lat. 34, long. 51, 30, spoke ship Cyrus, Ames, 9 days from Norfolk for Amsterdam. On board, by an English cutter, and spared her from previous. [613, 417, 887, 530]
ship-icon [902, 650, 962, 684]
entered-vessel [324, 1765, 598, 1778]
price-row-cell: 20 [293, 1097, 307, 1110]
ad-title: Notice. [709, 1693, 791, 1718]
